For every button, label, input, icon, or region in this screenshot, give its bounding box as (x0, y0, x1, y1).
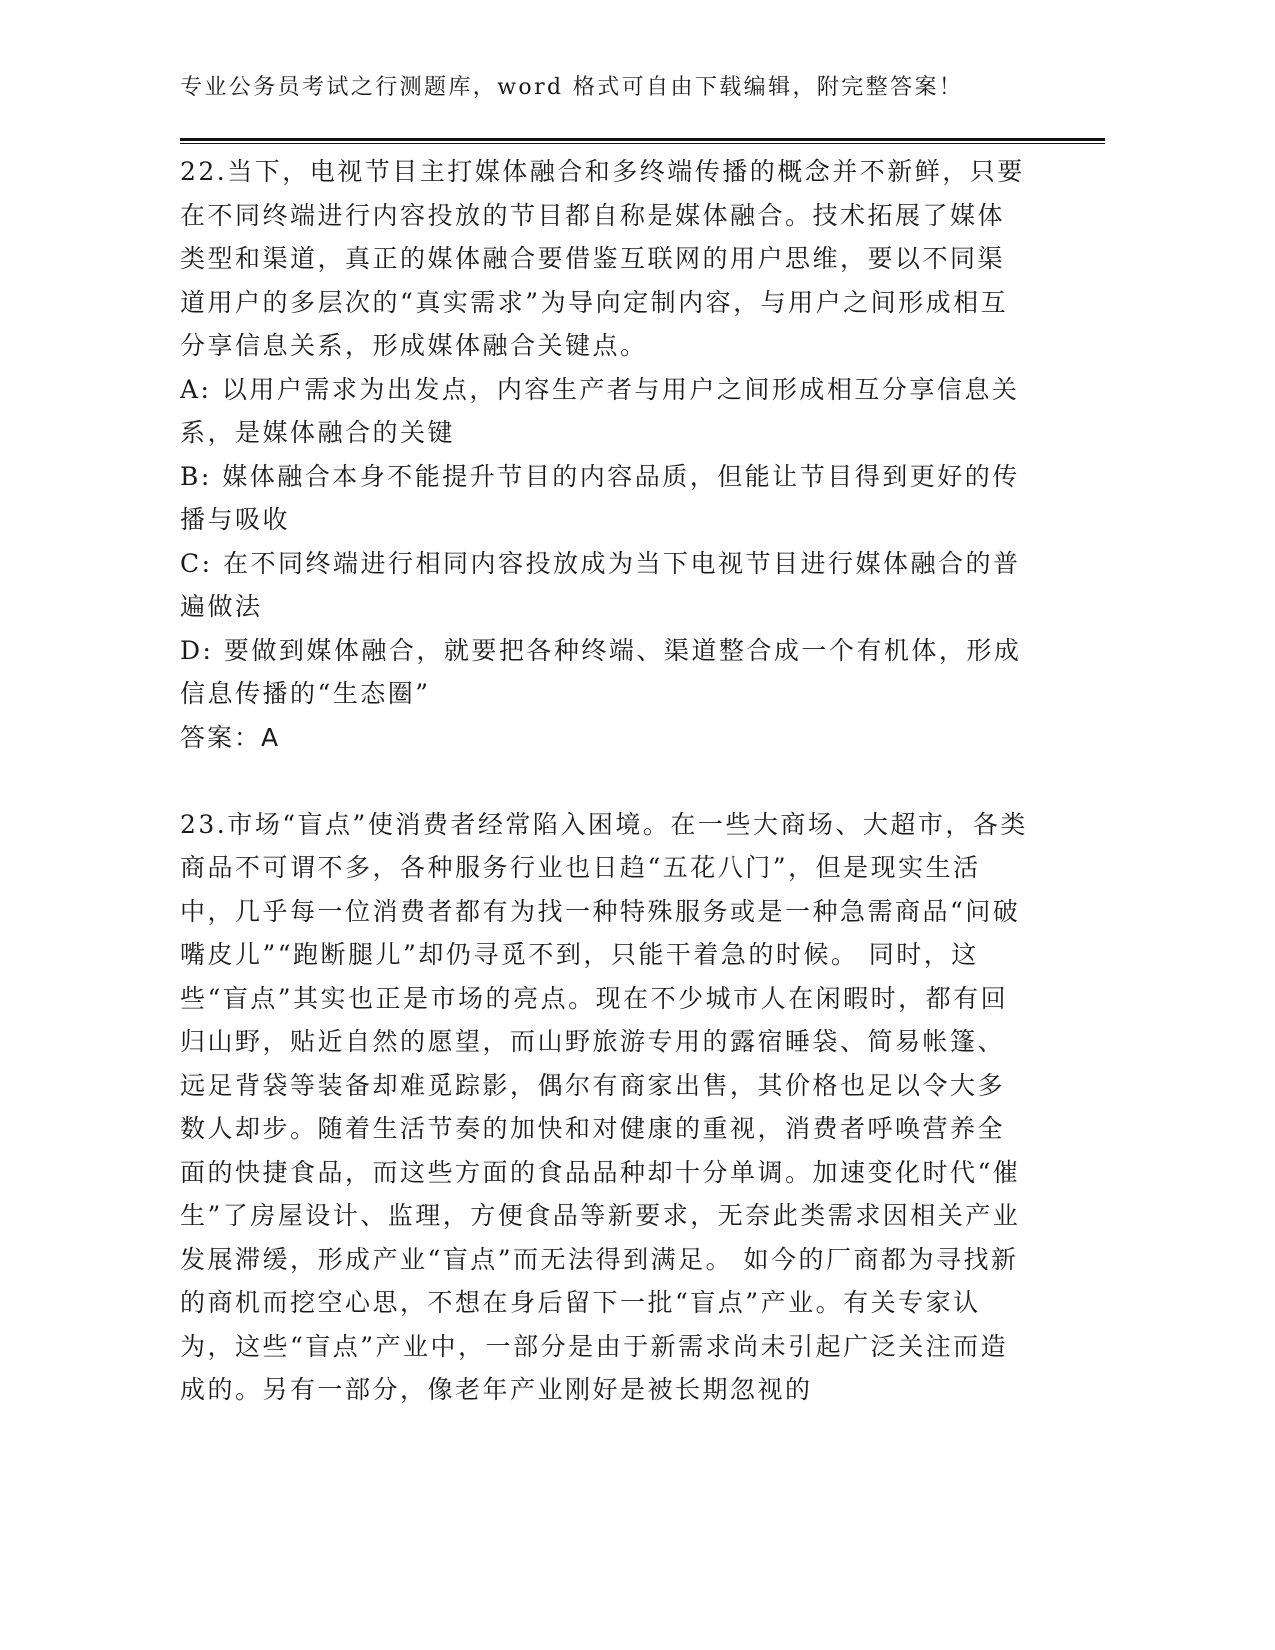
question-22-option-c: C: 在不同终端进行相同内容投放成为当下电视节目进行媒体融合的普遍做法 (180, 548, 1021, 621)
question-spacer (180, 760, 1030, 803)
document-body (180, 150, 1030, 1412)
page-header: 专业公务员考试之行测题库，word 格式可自由下载编辑，附完整答案！ (180, 75, 964, 100)
question-22-option-b: B: 媒体融合本身不能提升节目的内容品质，但能让节目得到更好的传播与吸收 (180, 461, 1020, 534)
question-22-option-a: A: 以用户需求为出发点，内容生产者与用户之间形成相互分享信息关系，是媒体融合的关键 (180, 374, 1020, 447)
question-23-stem: 23.市场“盲点”使消费者经常陷入困境。在一些大商场、大超市，各类商品不可谓不多，各种服务行业也日趋“五花八门”，但是现实生活中，几乎每一位消费者都有为找一种特殊服务或是一种急需商品“问破嘴皮儿”“跑断腿儿”却仍寻觅不到，只能干着急的时候。 同时，这些“盲点”其实也正是市场的亮点。现在不少城市人在闲暇时，都有回归山野，贴近自然的愿望，而山野旅游专用的露宿睡袋、简易帐篷、远足背袋等装备却难觅踪影，偶尔有商家出售，其价格也足以令大多数人却步。随着生活节奏的加快和对健康的重视，消费者呼唤营养全面的快捷食品，而这些方面的食品品种却十分单调。加速变化时代“催生”了房屋设计、监理，方便食品等新要求，无奈此类需求因相关产业发展滞缓，形成产业“盲点”而无法得到满足。 如今的厂商都为寻找新的商机而挖空心思，不想在身后留下一批“盲点”产业。有关专家认为，这些“盲点”产业中，一部分是由于新需求尚未引起广泛关注而造成的。另有一部分，像老年产业刚好是被长期忽视的 (180, 809, 1028, 1404)
header-divider-thick (180, 138, 1105, 141)
header-divider-thin (180, 143, 1105, 144)
question-22-answer: 答案：A (180, 722, 281, 752)
question-22-stem: 22.当下，电视节目主打媒体融合和多终端传播的概念并不新鲜，只要在不同终端进行内容投放的节目都自称是媒体融合。技术拓展了媒体类型和渠道，真正的媒体融合要借鉴互联网的用户思维，要以不同渠道用户的多层次的“真实需求”为导向定制内容，与用户之间形成相互分享信息关系，形成媒体融合关键点。 (180, 157, 1025, 360)
question-22-option-d: D: 要做到媒体融合，就要把各种终端、渠道整合成一个有机体，形成信息传播的“生态圈” (180, 635, 1022, 708)
